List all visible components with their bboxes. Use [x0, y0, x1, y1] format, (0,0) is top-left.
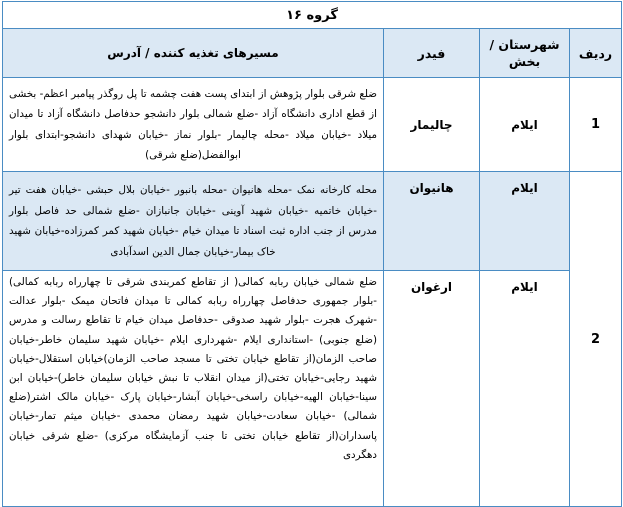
city-cell: ایلام	[480, 172, 570, 271]
route-cell: ضلع شرقی بلوار پژوهش از ابتدای پست هفت چشمه تا پل روگذر پیامبر اعظم- بخشی از قطع اداری دانشگاه آزاد -ضلع شمالی بلوار دانشجو حدفاصل دانشگاه آزاد تا میدان میلاد -خیابان میلاد -محله چالیمار -بلوار نماز -خیابان شهدای دانشجو-ابتدای بلوار ابوالفضل(ضلع شرقی)	[3, 78, 384, 172]
feeder-cell: چالیمار	[384, 78, 480, 172]
table-row	[3, 271, 622, 507]
city-cell: ایلام	[480, 271, 570, 507]
header-row	[3, 29, 622, 78]
group-title-row	[3, 2, 622, 29]
header-city: شهرستان / بخش	[480, 29, 570, 78]
document-table-wrapper	[2, 1, 621, 485]
feeder-cell: ارغوان	[384, 271, 480, 507]
group-title: گروه ۱۶	[3, 2, 622, 29]
row-number-cell: 1	[570, 78, 622, 172]
header-routes: مسیرهای تغذیه کننده / آدرس	[3, 29, 384, 78]
row-number-cell-merged: 2	[570, 172, 622, 507]
feeder-group-table	[2, 1, 622, 507]
table-row	[3, 172, 622, 271]
feeder-cell: هانیوان	[384, 172, 480, 271]
header-row-number: ردیف	[570, 29, 622, 78]
table-row	[3, 78, 622, 172]
route-cell: محله کارخانه نمک -محله هانیوان -محله بانبور -خیابان بلال حبشی -خیابان هفت تیر -خیابان خاتمیه -خیابان شهید آوینی -خیابان جانبازان -ضلع شمالی حد فاصل بلوار مدرس از جنب اداره ثبت اسناد تا میدان خیام -خیابان شهید کمر کمرزاده-خیابان شهید خاک بیمار-خیابان جمال الدین اسدآبادی	[3, 172, 384, 271]
route-cell: ضلع شمالی خیابان ربابه کمالی( از تقاطع کمربندی شرقی تا چهارراه ربابه کمالی) -بلوار جمهوری حدفاصل چهارراه ربابه کمالی تا میدان فاتحان میمک -بلوار عدالت -شهرک هجرت -بلوار شهید صدوقی -حدفاصل میدان خیام تا تقاطع رسالت و مدرس (ضلع جنوبی) -استانداری ایلام -شهرداری ایلام -خیابان شهید سلیمان خاطر-خیابان صاحب الزمان(از تقاطع خیابان تختی تا مسجد صاحب الزمان)خیابان استقلال-خیابان شهید رجایی-خیابان تختی(از میدان انقلاب تا نبش خیابان سلیمان خاطر)-خیابان ابن سینا-خیابان الهیه-خیابان راسخی-خیابان آبشار-خیابان پارک -خیابان مالک اشتر(ضلع شمالی) -خیابان سعادت-خیابان شهید رمضان محمدی -خیابان میثم تمار-خیابان پاسداران(از تقاطع خیابان تختی تا جنب آزمایشگاه مرکزی) -ضلع شرقی خیابان دهگردی	[3, 271, 384, 507]
header-feeder: فیدر	[384, 29, 480, 78]
city-cell: ایلام	[480, 78, 570, 172]
